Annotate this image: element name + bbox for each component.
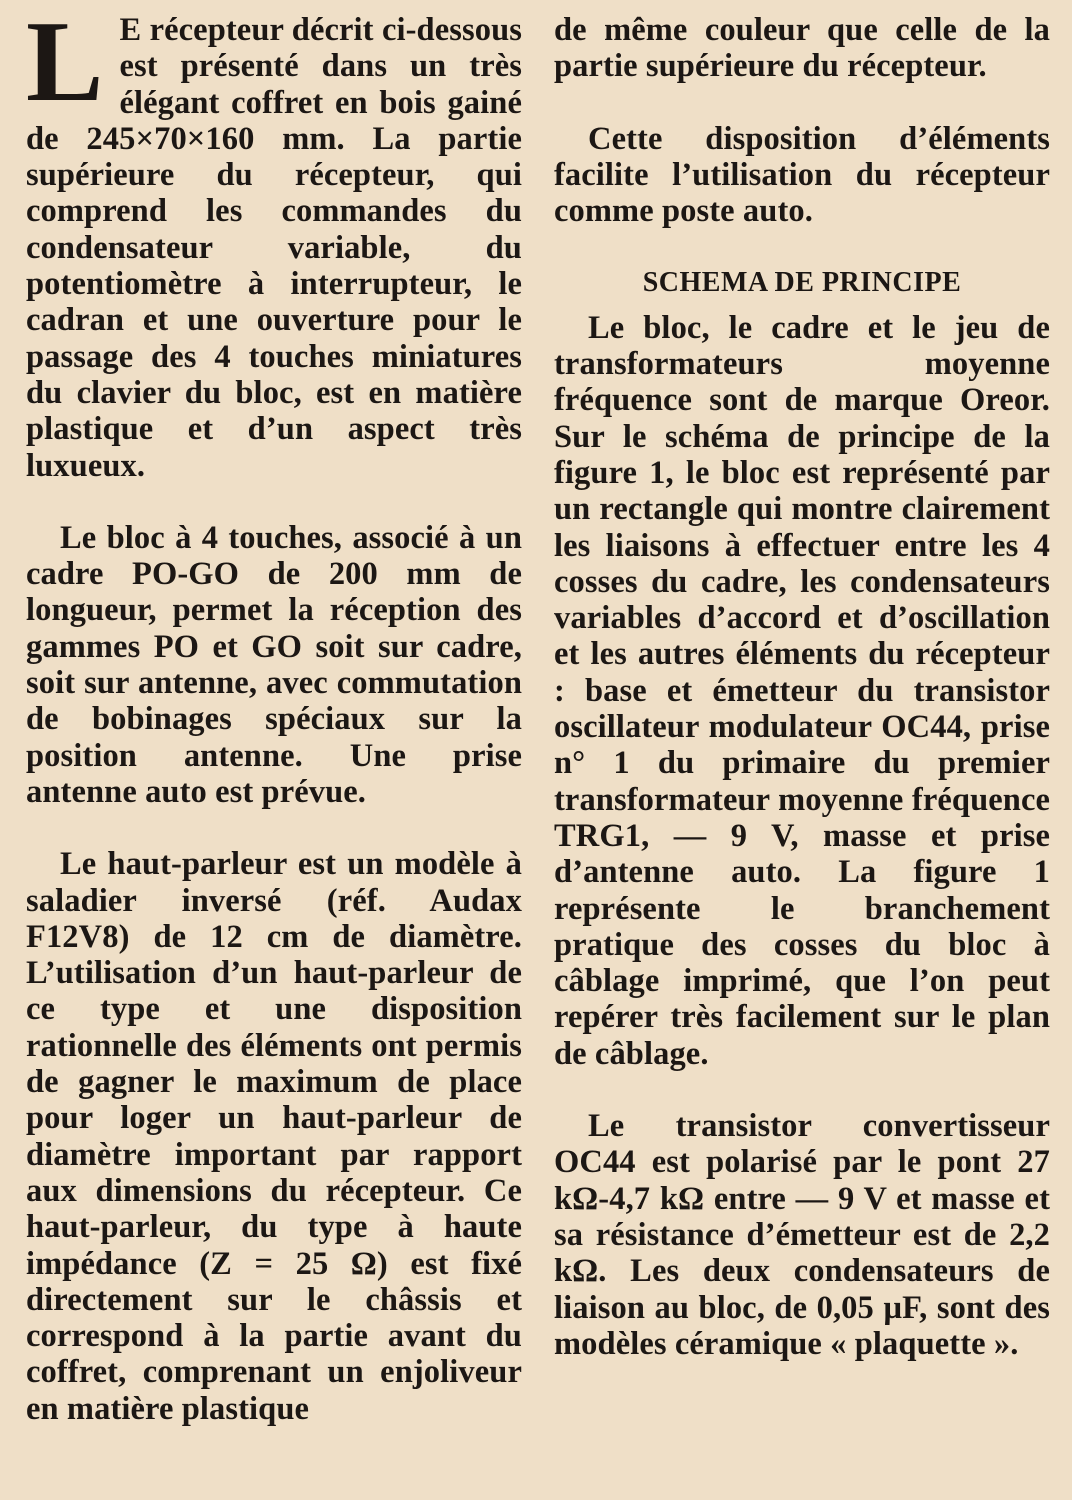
right-column [554,12,1050,1490]
schema-paragraph: Le bloc, le cadre et le jeu de transformateurs moyenne fréquence sont de marque Oreor. Sur le schéma de principe de la figure 1, le bloc est représenté par un rectangle qui montre clairement les liaisons à effectuer entre les 4 cosses du cadre, les condensateurs variables d’accord et d’oscillation et les autres éléments du récepteur : base et émetteur du transistor oscillateur modulateur OC44, prise n° 1 du primaire du premier transformateur moyenne fréquence TRG1, — 9 V, masse et prise d’antenne auto. La figure 1 représente le branchement pratique des cosses du bloc à câblage imprimé, que l’on peut repérer très facilement sur le plan de câblage. [554,309,1050,1072]
left-column [26,0,522,1490]
bloc-paragraph: Le bloc à 4 touches, associé à un cadre PO-GO de 200 mm de longueur, permet la réception des gammes PO et GO soit sur cadre, soit sur antenne, avec commutation de bobinages spéciaux sur la position antenne. Une prise antenne auto est prévue. [26,519,522,810]
intro-paragraph [26,0,522,484]
section-heading: SCHEMA DE PRINCIPE [642,267,962,299]
continuation-paragraph: de même couleur que celle de la partie supérieure du récepteur. [554,12,1050,85]
drop-cap: L [26,0,104,126]
haut-parleur-paragraph: Le haut-parleur est un modèle à saladier inversé (réf. Audax F12V8) de 12 cm de diamètre. L’utilisation d’un haut-parleur de ce type et une disposition rationnelle des éléments ont permis de gagner le maximum de place pour loger un haut-parleur de diamètre important par rapport aux dimensions du récepteur. Ce haut-parleur, du type à haute impédance (Z = 25 Ω) est fixé directement sur le châssis et correspond à la partie avant du coffret, comprenant un enjoliveur en matière plastique [26,846,522,1427]
intro-text: E récepteur décrit ci-dessous est présenté dans un très élégant coffret en bois gainé de 245×70×160 mm. La partie supérieure du récepteur, qui comprend les commandes du condensateur variable, du potentiomètre à interrupteur, le cadran et une ouverture pour le passage des 4 touches miniatures du clavier du bloc, est en matière plastique et d’un aspect très luxueux. [26,12,522,484]
transistor-paragraph: Le transistor convertisseur OC44 est polarisé par le pont 27 kΩ-4,7 kΩ entre — 9 V et masse et sa résistance d’émetteur est de 2,2 kΩ. Les deux condensateurs de liaison au bloc, de 0,05 µF, sont des modèles céramique « plaquette ». [554,1108,1050,1362]
disposition-paragraph: Cette disposition d’éléments facilite l’utilisation du récepteur comme poste auto. [554,120,1050,230]
